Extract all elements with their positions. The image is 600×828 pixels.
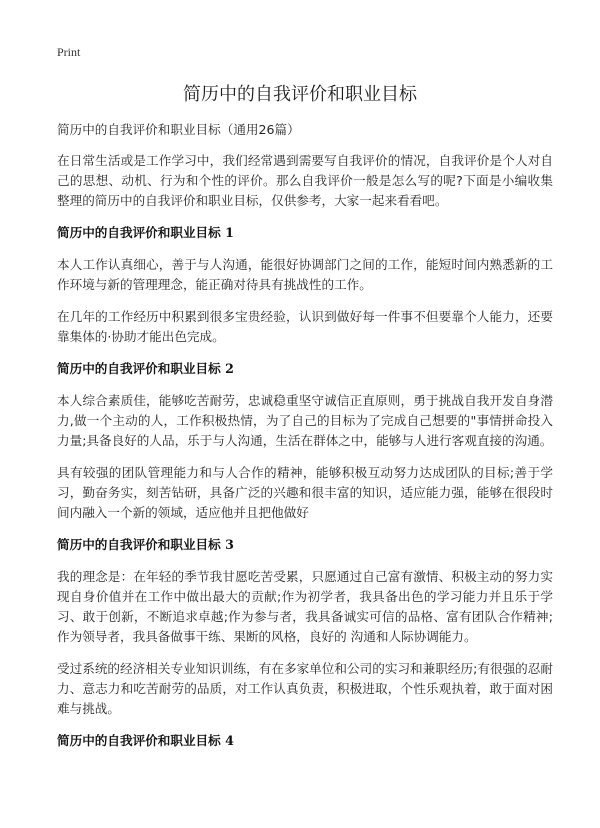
section-heading-4: 简历中的自我评价和职业目标 4 bbox=[57, 733, 234, 748]
page-title: 简历中的自我评价和职业目标 bbox=[183, 84, 417, 105]
article-subtitle: 简历中的自我评价和职业目标（通用26篇） bbox=[57, 122, 300, 137]
section-2-paragraph-2: 具有较强的团队管理能力和与人合作的精神，能够积极互动努力达成团队的目标;善于学习，勤奋务实，刻苦钻研，具备广泛的兴趣和很丰富的知识，适应能力强，能够在很段时间内融入一个新的领域，适应他并且把他做好 bbox=[57, 465, 553, 520]
section-2-paragraph-1: 本人综合素质佳，能够吃苦耐劳，忠诚稳重坚守诚信正直原则，勇于挑战自我开发自身潜力,做一个主动的人，工作积极热情，为了自己的目标为了完成自己想要的"事情拼命投入力量;具备良好的人品，乐于与人沟通，生活在群体之中，能够与人进行客观直接的沟通。 bbox=[57, 393, 553, 448]
section-heading-3: 简历中的自我评价和职业目标 3 bbox=[57, 537, 234, 552]
print-link[interactable]: Print bbox=[57, 45, 81, 59]
section-heading-1: 简历中的自我评价和职业目标 1 bbox=[57, 225, 234, 240]
section-heading-2: 简历中的自我评价和职业目标 2 bbox=[57, 361, 234, 376]
section-1-paragraph-1: 本人工作认真细心，善于与人沟通，能很好协调部门之间的工作，能短时间内熟悉新的工作环境与新的管理理念，能正确对待具有挑战性的工作。 bbox=[57, 257, 553, 292]
section-3-paragraph-2: 受过系统的经济相关专业知识训练，有在多家单位和公司的实习和兼职经历;有很强的忍耐力、意志力和吃苦耐劳的品质，对工作认真负责，积极进取，个性乐观执着，敢于面对困难与挑战。 bbox=[57, 661, 553, 716]
section-1-paragraph-2: 在几年的工作经历中积累到很多宝贵经验，认识到做好每一件事不但要靠个人能力，还要靠集体的·协助才能出色完成。 bbox=[57, 309, 553, 344]
section-3-paragraph-1: 我的理念是：在年轻的季节我甘愿吃苦受累，只愿通过自己富有激情、积极主动的努力实现自身价值并在工作中做出最大的贡献;作为初学者，我具备出色的学习能力并且乐于学习、敢于创新，不断追求卓越;作为参与者，我具备诚实可信的品格、富有团队合作精神;作为领导者，我具备做事干练、果断的风格，良好的 沟通和人际协调能力。 bbox=[57, 569, 553, 644]
article-body bbox=[57, 120, 553, 763]
intro-paragraph: 在日常生活或是工作学习中，我们经常遇到需要写自我评价的情况，自我评价是个人对自己的思想、动机、行为和个性的评价。那么自我评价一般是怎么写的呢?下面是小编收集整理的简历中的自我评价和职业目标，仅供参考，大家一起来看看吧。 bbox=[57, 153, 553, 208]
